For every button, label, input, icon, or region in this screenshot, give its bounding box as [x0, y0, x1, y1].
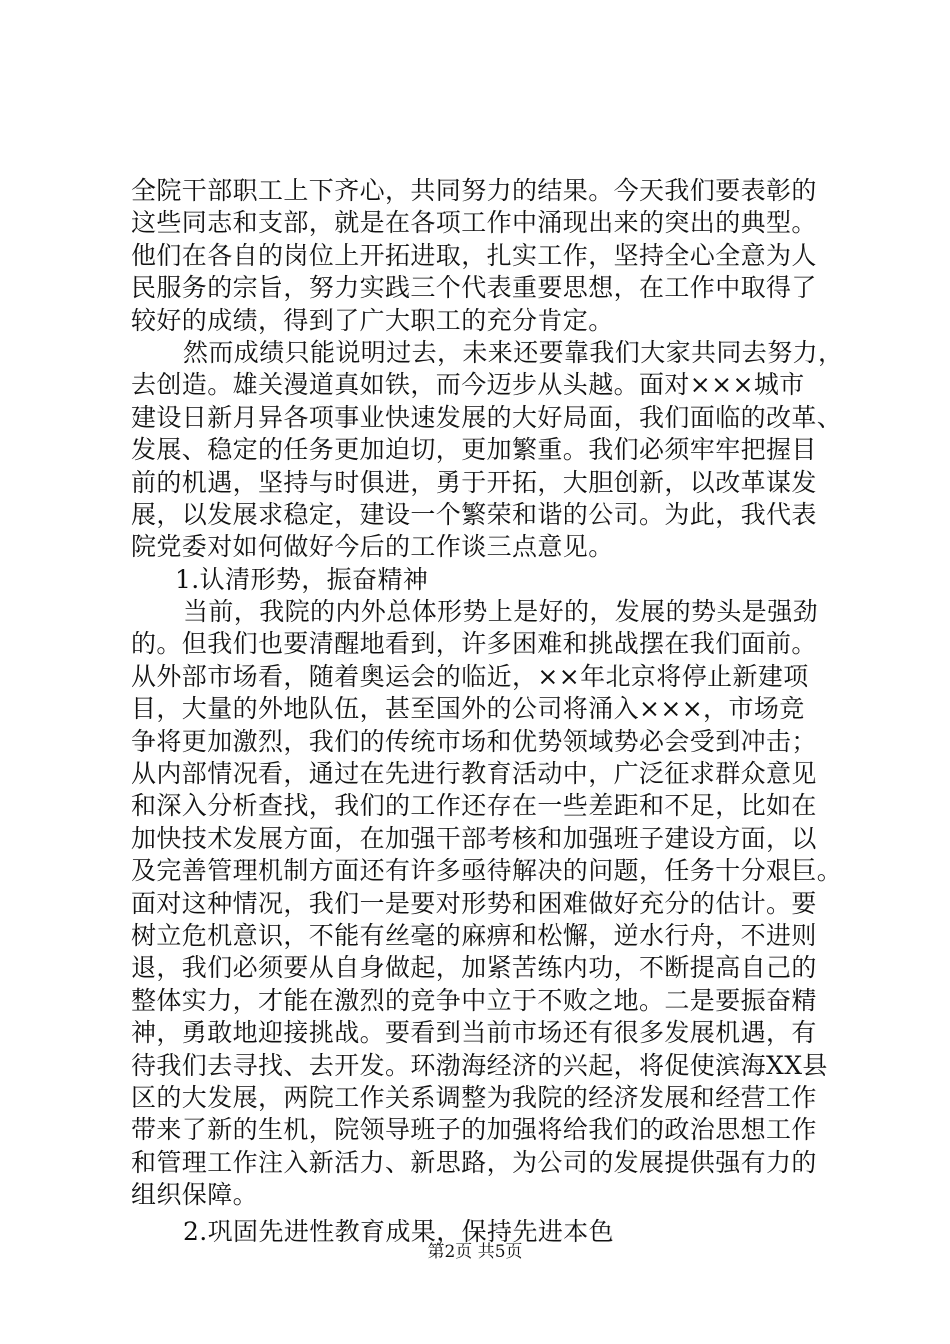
text-line: 从内部情况看，通过在先进行教育活动中，广泛征求群众意见 [131, 759, 817, 789]
text-line: 展，以发展求稳定，建设一个繁荣和谐的公司。为此，我代表 [131, 499, 817, 529]
text-line: 从外部市场看，随着奥运会的临近，××年北京将停止新建项 [131, 661, 809, 691]
text-line: 和管理工作注入新活力、新思路，为公司的发展提供强有力的 [131, 1147, 817, 1177]
text-line: 整体实力，才能在激烈的竞争中立于不败之地。二是要振奋精 [131, 985, 817, 1015]
section-heading-2: 2.巩固先进性教育成果，保持先进本色 [183, 1216, 615, 1246]
text-line: 较好的成绩，得到了广大职工的充分肯定。 [131, 305, 614, 335]
page-number-label: 第2页 共5页 [427, 1242, 523, 1262]
document-body [131, 175, 844, 1248]
text-line: 区的大发展，两院工作关系调整为我院的经济发展和经营工作 [131, 1082, 817, 1112]
text-line: 这些同志和支部，就是在各项工作中涌现出来的突出的典型。 [131, 208, 817, 238]
text-line: 民服务的宗旨，努力实践三个代表重要思想，在工作中取得了 [131, 273, 817, 303]
text-line: 建设日新月异各项事业快速发展的大好局面，我们面临的改革、 [131, 402, 843, 432]
text-line: 争将更加激烈，我们的传统市场和优势领域势必会受到冲击； [131, 726, 817, 756]
text-line: 他们在各自的岗位上开拓进取，扎实工作，坚持全心全意为人 [131, 240, 817, 270]
text-line: 退，我们必须要从自身做起，加紧苦练内功，不断提高自己的 [131, 953, 817, 983]
text-line: 神，勇敢地迎接挑战。要看到当前市场还有很多发展机遇，有 [131, 1018, 817, 1048]
text-line: 组织保障。 [131, 1180, 259, 1210]
text-line: 的。但我们也要清醒地看到，许多困难和挑战摆在我们面前。 [131, 629, 817, 659]
text-line: 面对这种情况，我们一是要对形势和困难做好充分的估计。要 [131, 888, 817, 918]
paragraph-start-line: 当前，我院的内外总体形势上是好的，发展的势头是强劲 [183, 597, 819, 627]
text-line: 发展、稳定的任务更加迫切，更加繁重。我们必须牢牢把握目 [131, 435, 817, 465]
section-heading-1: 1.认清形势，振奋精神 [175, 564, 429, 594]
text-line: 加快技术发展方面，在加强干部考核和加强班子建设方面，以 [131, 823, 817, 853]
text-line: 带来了新的生机，院领导班子的加强将给我们的政治思想工作 [131, 1115, 817, 1145]
text-line: 前的机遇，坚持与时俱进，勇于开拓，大胆创新，以改革谋发 [131, 467, 817, 497]
text-line: 树立危机意识，不能有丝毫的麻痹和松懈，逆水行舟，不进则 [131, 920, 817, 950]
text-line: 和深入分析查找，我们的工作还存在一些差距和不足，比如在 [131, 791, 817, 821]
text-line: 待我们去寻找、去开发。环渤海经济的兴起，将促使滨海XX县 [131, 1050, 828, 1080]
text-line: 及完善管理机制方面还有许多亟待解决的问题，任务十分艰巨。 [131, 856, 843, 886]
text-line: 全院干部职工上下齐心，共同努力的结果。今天我们要表彰的 [131, 176, 817, 205]
text-line: 院党委对如何做好今后的工作谈三点意见。 [131, 532, 614, 562]
text-line: 去创造。雄关漫道真如铁，而今迈步从头越。面对×××城市 [131, 370, 805, 400]
paragraph-start-line: 然而成绩只能说明过去，未来还要靠我们大家共同去努力， [183, 337, 844, 367]
page-footer [0, 1241, 950, 1263]
text-line: 目，大量的外地队伍，甚至国外的公司将涌入×××，市场竞 [131, 694, 805, 724]
